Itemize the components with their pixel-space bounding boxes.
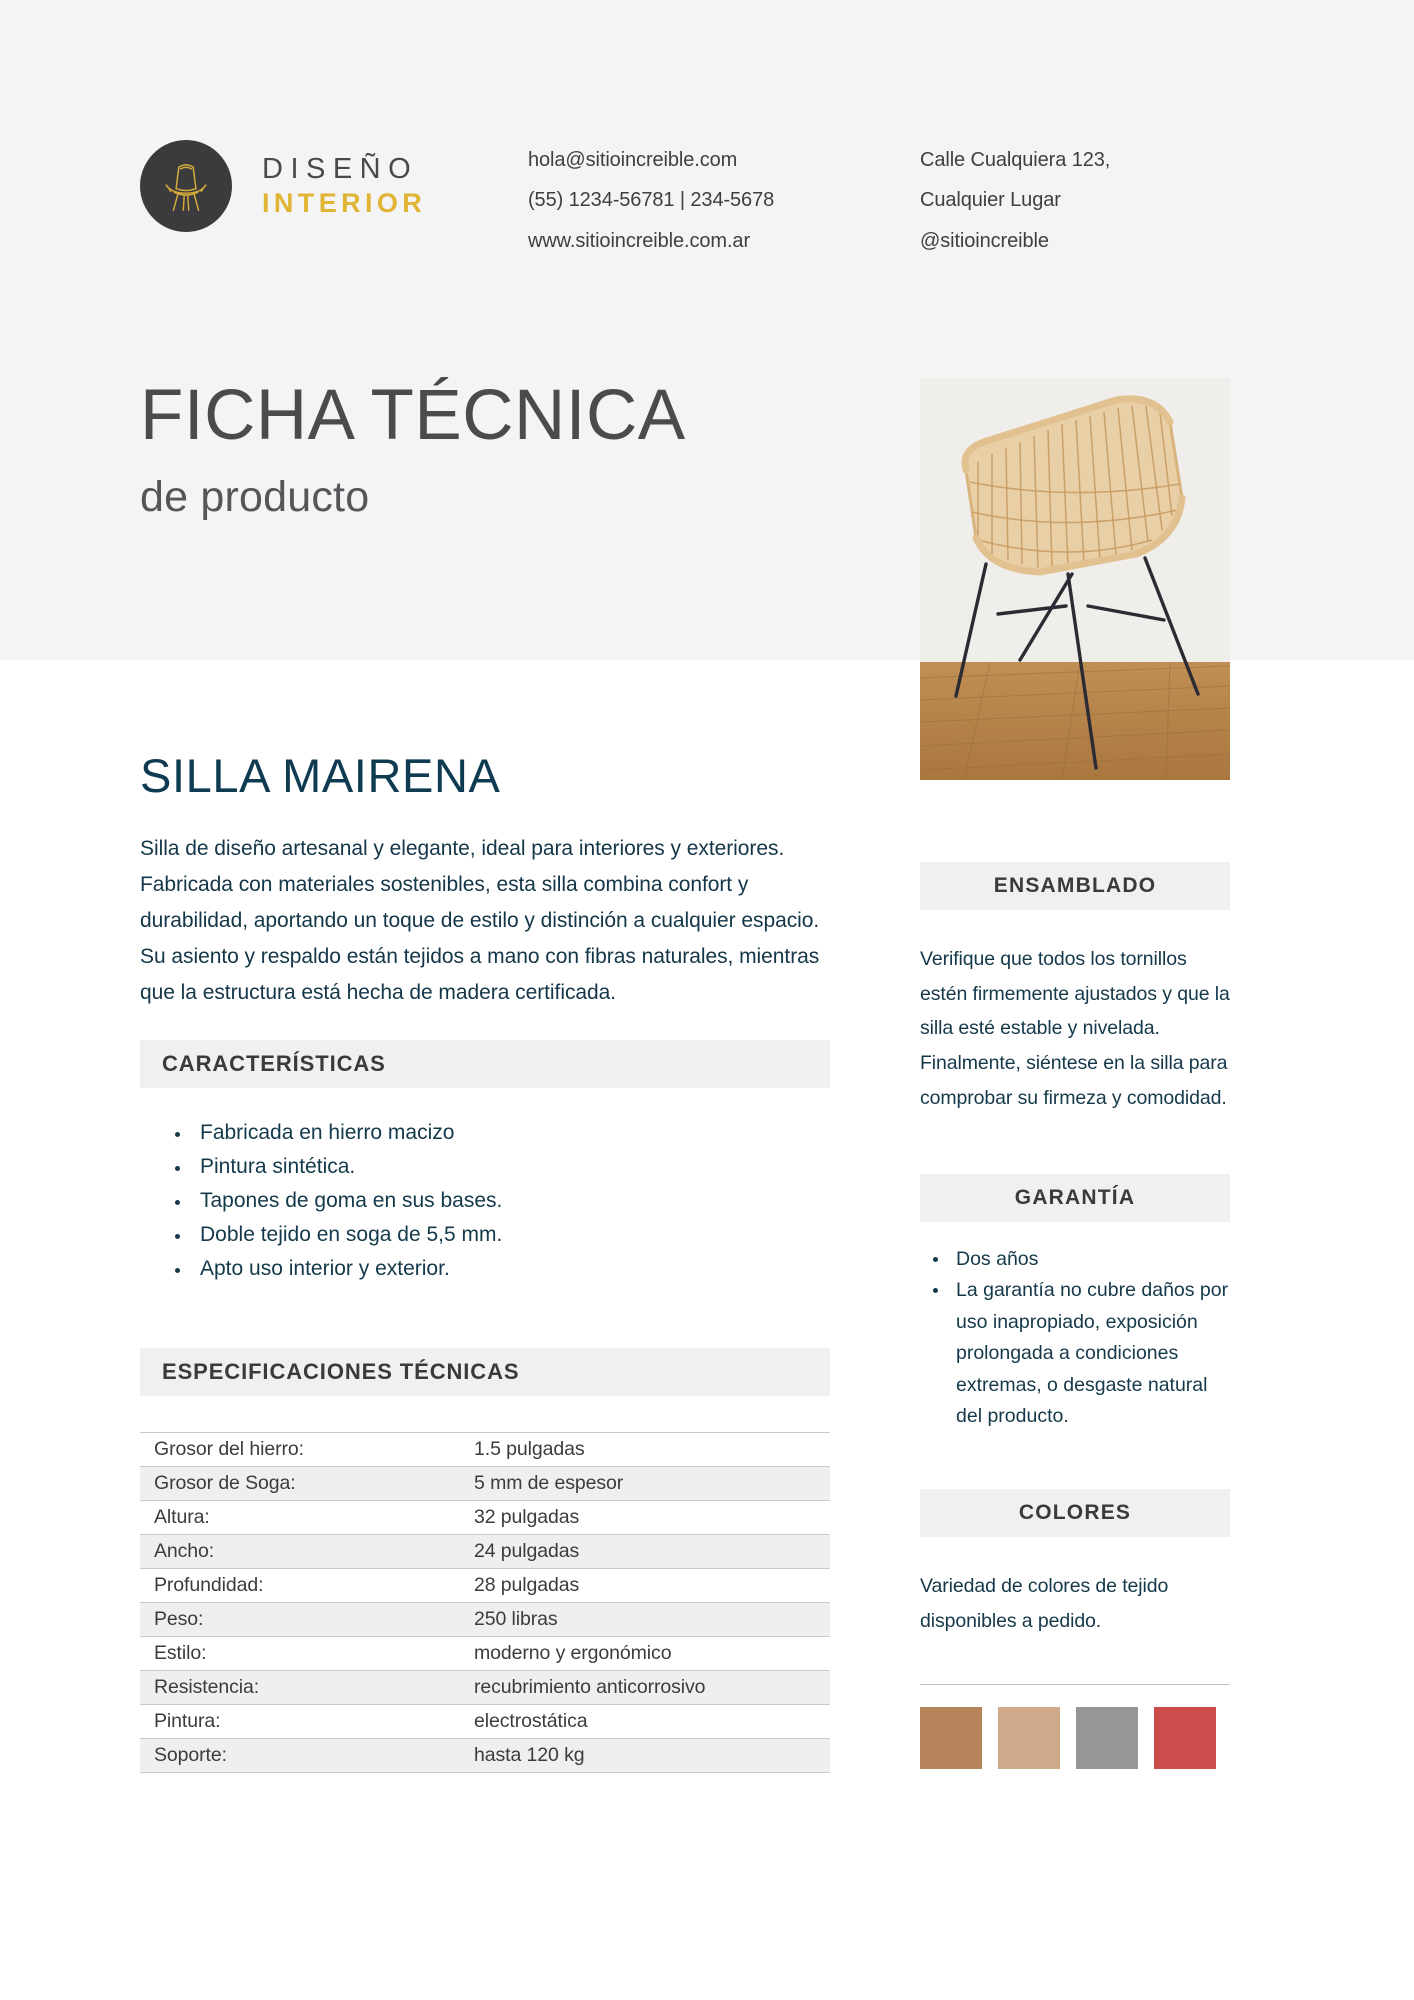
brand-line-interior: INTERIOR <box>262 187 427 218</box>
assembly-heading <box>920 862 1230 910</box>
contact-social-handle[interactable]: @sitioincreible <box>920 229 1049 252</box>
swatch-red[interactable] <box>1154 1707 1216 1769</box>
color-swatch-row <box>920 1707 1230 1769</box>
table-row <box>140 1466 830 1500</box>
spec-key: Resistencia: <box>140 1670 460 1704</box>
address-line-1: Calle Cualquiera 123, <box>920 149 1111 171</box>
list-item: • Pintura sintética. <box>192 1150 830 1184</box>
product-title: SILLA MAIRENA <box>140 749 501 802</box>
page-header <box>0 140 1414 260</box>
page-title-block <box>140 376 780 522</box>
divider <box>920 1684 1230 1685</box>
spec-value: moderno y ergonómico <box>460 1636 830 1670</box>
warranty-heading <box>920 1174 1230 1222</box>
spec-key: Altura: <box>140 1500 460 1534</box>
product-description: Silla de diseño artesanal y elegante, ideal para interiores y exteriores. Fabricada con materiales sostenibles, esta silla combina confort y durabilidad, aportando un toque de estilo y distinción a cualquier espacio. Su asiento y respaldo están tejidos a mano con fibras naturales, mientras que la estructura está hecha de madera certificada. <box>140 837 820 1005</box>
rattan-chair-photo <box>920 378 1230 780</box>
brand-block <box>140 140 520 232</box>
spec-key: Grosor del hierro: <box>140 1432 460 1466</box>
list-item: • La garantía no cubre daños por uso inapropiado, exposición prolongada a condiciones extremas, o desgaste natural del producto. <box>950 1275 1230 1433</box>
colors-heading <box>920 1489 1230 1537</box>
specifications-table <box>140 1432 830 1773</box>
list-item: • Dos años <box>950 1244 1230 1276</box>
spec-value: electrostática <box>460 1704 830 1738</box>
table-row <box>140 1602 830 1636</box>
contact-email[interactable]: hola@sitioincreible.com <box>528 149 738 171</box>
spec-key: Ancho: <box>140 1534 460 1568</box>
brand-text <box>262 154 426 217</box>
table-row <box>140 1534 830 1568</box>
colors-heading-label: COLORES <box>1018 1500 1132 1524</box>
specifications-heading <box>140 1348 830 1396</box>
spec-value: 5 mm de espesor <box>460 1466 830 1500</box>
assembly-heading-label: ENSAMBLADO <box>993 874 1157 897</box>
contact-address <box>920 140 1220 261</box>
colors-text: Variedad de colores de tejido disponibles a pedido. <box>920 1574 1169 1632</box>
spec-value: 1.5 pulgadas <box>460 1432 830 1466</box>
features-heading-label: CARACTERÍSTICAS <box>162 1050 386 1076</box>
chair-logo-icon <box>140 140 232 232</box>
table-row <box>140 1568 830 1602</box>
contact-primary <box>528 140 888 261</box>
warranty-heading-label: GARANTÍA <box>1014 1185 1136 1209</box>
swatch-gray[interactable] <box>1076 1707 1138 1769</box>
sidebar-column <box>920 862 1230 1769</box>
table-row <box>140 1670 830 1704</box>
table-row <box>140 1636 830 1670</box>
list-item: • Doble tejido en soga de 5,5 mm. <box>192 1218 830 1252</box>
spec-value: hasta 120 kg <box>460 1738 830 1772</box>
spec-key: Pintura: <box>140 1704 460 1738</box>
spec-value: 28 pulgadas <box>460 1568 830 1602</box>
list-item: • Apto uso interior y exterior. <box>192 1252 830 1286</box>
swatch-tan[interactable] <box>998 1707 1060 1769</box>
spec-value: 250 libras <box>460 1602 830 1636</box>
spec-value: 32 pulgadas <box>460 1500 830 1534</box>
contact-phone[interactable]: (55) 1234-56781 | 234-5678 <box>528 189 775 212</box>
page-title: FICHA TÉCNICA <box>140 376 686 455</box>
spec-key: Estilo: <box>140 1636 460 1670</box>
warranty-list <box>920 1244 1230 1433</box>
features-list <box>166 1116 830 1286</box>
table-row <box>140 1500 830 1534</box>
specifications-heading-label: ESPECIFICACIONES TÉCNICAS <box>162 1358 520 1384</box>
spec-key: Soporte: <box>140 1738 460 1772</box>
assembly-text: Verifique que todos los tornillos estén firmemente ajustados y que la silla esté estable y nivelada. Finalmente, siéntese en la silla para comprobar su firmeza y comodidad. <box>920 948 1230 1109</box>
address-line-2: Cualquier Lugar <box>920 189 1061 212</box>
features-heading <box>140 1040 830 1088</box>
table-row <box>140 1738 830 1772</box>
spec-value: 24 pulgadas <box>460 1534 830 1568</box>
swatch-brown[interactable] <box>920 1707 982 1769</box>
list-item: • Fabricada en hierro macizo <box>192 1116 830 1150</box>
page-subtitle: de producto <box>140 473 370 521</box>
contact-website[interactable]: www.sitioincreible.com.ar <box>528 229 751 252</box>
brand-line-diseno: DISEÑO <box>262 153 419 186</box>
spec-key: Peso: <box>140 1602 460 1636</box>
table-row <box>140 1704 830 1738</box>
main-content-column <box>140 748 830 1773</box>
spec-key: Profundidad: <box>140 1568 460 1602</box>
spec-key: Grosor de Soga: <box>140 1466 460 1500</box>
table-row <box>140 1432 830 1466</box>
spec-value: recubrimiento anticorrosivo <box>460 1670 830 1704</box>
list-item: • Tapones de goma en sus bases. <box>192 1184 830 1218</box>
